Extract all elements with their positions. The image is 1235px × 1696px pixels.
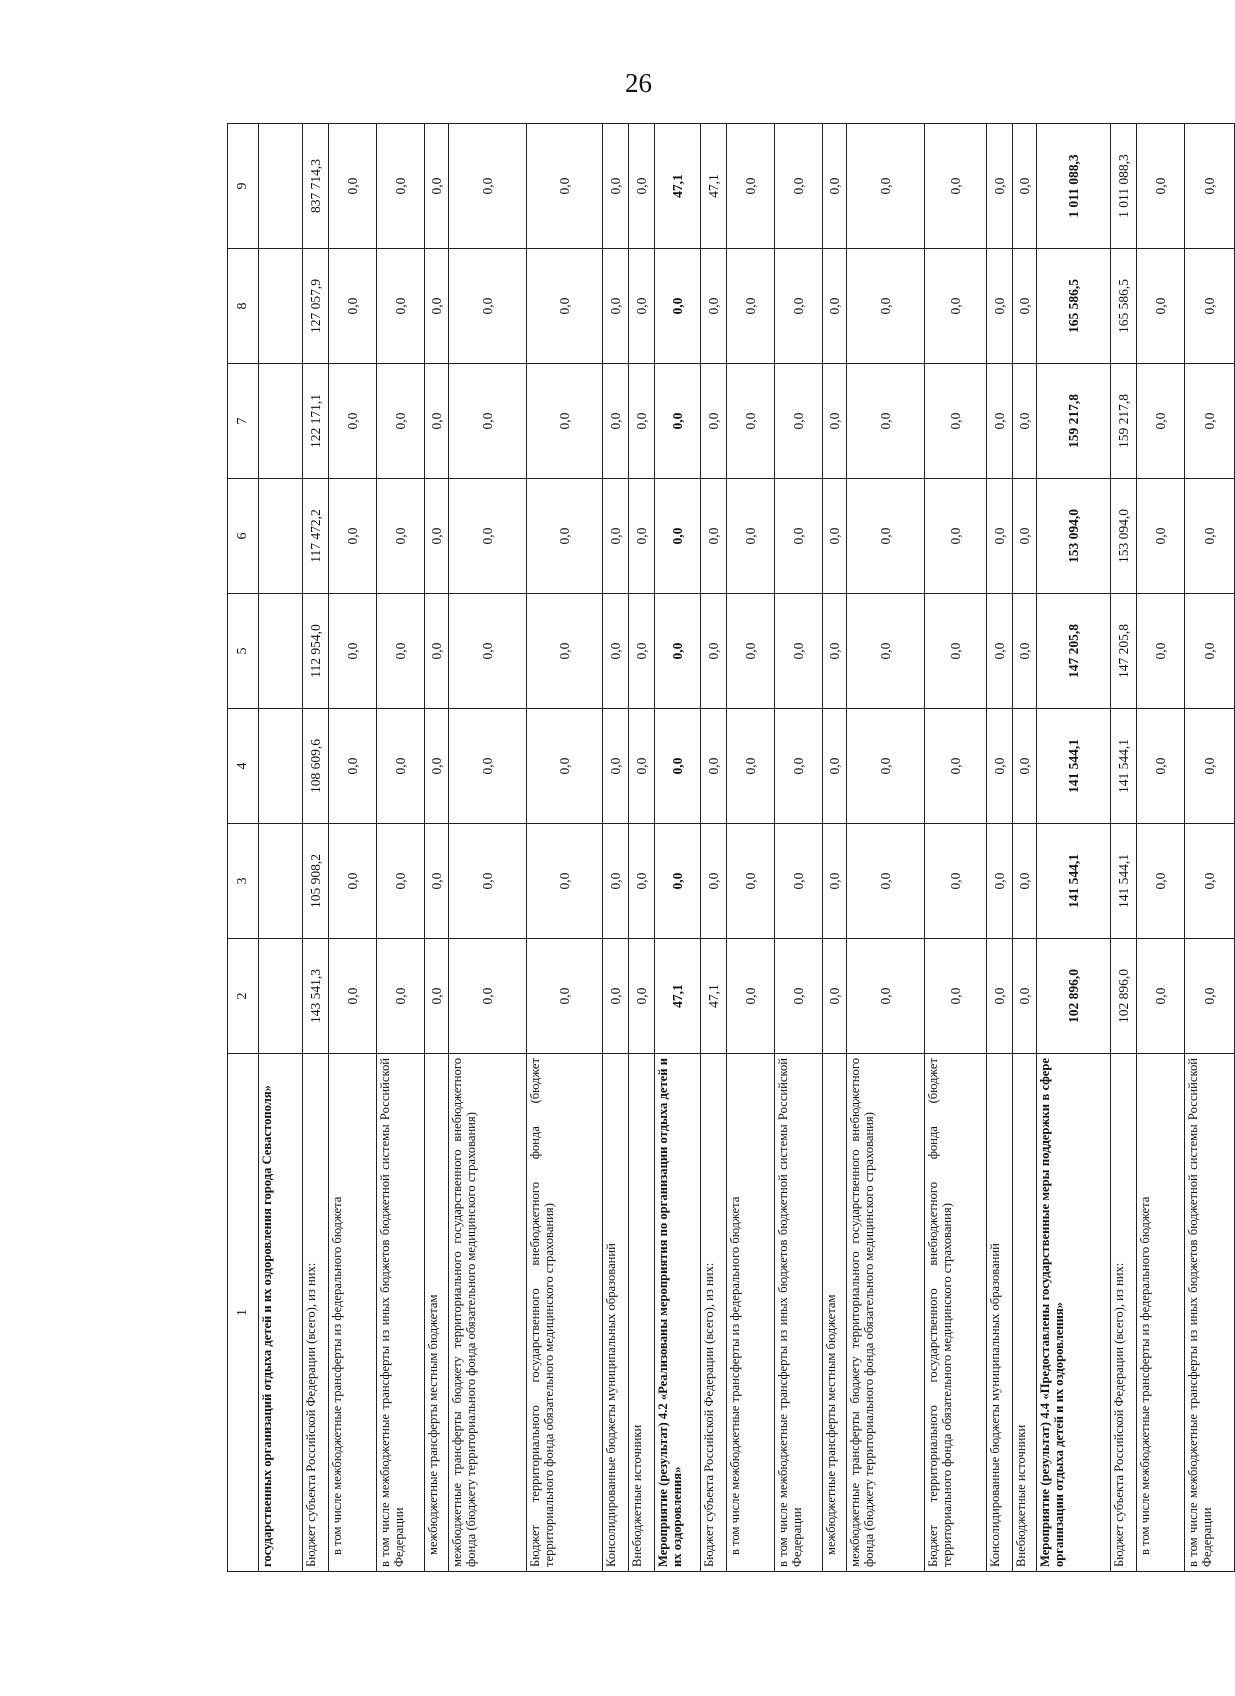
value-cell: 112 954,0 xyxy=(303,594,329,709)
value-cell: 108 609,6 xyxy=(303,709,329,824)
row-label: в том числе межбюджетные трансферты из федерального бюджета xyxy=(727,1054,775,1572)
value-cell: 0,0 xyxy=(1137,249,1185,364)
value-cell: 0,0 xyxy=(727,824,775,939)
value-cell: 0,0 xyxy=(449,709,527,824)
value-cell: 0,0 xyxy=(629,824,655,939)
value-cell: 0,0 xyxy=(527,364,603,479)
value-cell: 127 057,9 xyxy=(303,249,329,364)
value-cell: 0,0 xyxy=(925,824,987,939)
value-cell: 1 011 088,3 xyxy=(1037,124,1111,249)
value-cell: 0,0 xyxy=(603,709,629,824)
value-cell: 0,0 xyxy=(775,249,823,364)
value-cell: 0,0 xyxy=(329,939,377,1054)
value-cell: 0,0 xyxy=(847,709,925,824)
value-cell: 0,0 xyxy=(329,824,377,939)
row-label: в том числе межбюджетные трансферты из иных бюджетов бюджетной системы Российской Федерации xyxy=(1185,1054,1235,1572)
value-cell: 153 094,0 xyxy=(1037,479,1111,594)
row-label: межбюджетные трансферты бюджету территориального государственного внебюджетного фонда (бюджету территориального фонда обязательного медицинского страхования) xyxy=(847,1054,925,1572)
value-cell: 0,0 xyxy=(1137,594,1185,709)
value-cell: 0,0 xyxy=(425,364,449,479)
row-label: межбюджетные трансферты местным бюджетам xyxy=(823,1054,847,1572)
value-cell xyxy=(259,249,303,364)
header-cell: 5 xyxy=(228,594,259,709)
value-cell: 0,0 xyxy=(727,939,775,1054)
value-cell: 0,0 xyxy=(987,479,1013,594)
value-cell: 0,0 xyxy=(377,364,425,479)
value-cell: 0,0 xyxy=(655,479,701,594)
row-label: в том числе межбюджетные трансферты из иных бюджетов бюджетной системы Российской Федерации xyxy=(775,1054,823,1572)
header-cell: 2 xyxy=(228,939,259,1054)
row-label: Бюджет субъекта Российской Федерации (всего), из них: xyxy=(303,1054,329,1572)
value-cell: 0,0 xyxy=(727,124,775,249)
value-cell: 0,0 xyxy=(775,594,823,709)
value-cell: 0,0 xyxy=(775,939,823,1054)
table-row xyxy=(303,124,329,1572)
row-label: межбюджетные трансферты местным бюджетам xyxy=(425,1054,449,1572)
value-cell: 0,0 xyxy=(925,364,987,479)
value-cell: 0,0 xyxy=(425,249,449,364)
value-cell: 0,0 xyxy=(527,939,603,1054)
value-cell: 0,0 xyxy=(847,124,925,249)
header-cell: 4 xyxy=(228,709,259,824)
value-cell: 0,0 xyxy=(629,124,655,249)
table-row xyxy=(629,124,655,1572)
row-label: Бюджет территориального государственного внебюджетного фонда (бюджет территориального фонда обязательного медицинского страхования) xyxy=(925,1054,987,1572)
value-cell: 0,0 xyxy=(775,364,823,479)
value-cell: 0,0 xyxy=(727,594,775,709)
value-cell: 0,0 xyxy=(775,124,823,249)
value-cell: 0,0 xyxy=(425,124,449,249)
value-cell: 0,0 xyxy=(449,124,527,249)
table-row xyxy=(329,124,377,1572)
value-cell: 0,0 xyxy=(987,594,1013,709)
table-row xyxy=(449,124,527,1572)
value-cell: 0,0 xyxy=(629,364,655,479)
value-cell: 0,0 xyxy=(847,364,925,479)
value-cell: 0,0 xyxy=(603,479,629,594)
row-label: в том числе межбюджетные трансферты из федерального бюджета xyxy=(1137,1054,1185,1572)
table-row xyxy=(701,124,727,1572)
table-row xyxy=(1013,124,1037,1572)
value-cell: 141 544,1 xyxy=(1111,709,1137,824)
header-cell: 8 xyxy=(228,249,259,364)
row-label: Внебюджетные источники xyxy=(1013,1054,1037,1572)
budget-table xyxy=(227,123,1235,1572)
value-cell: 0,0 xyxy=(727,709,775,824)
value-cell: 143 541,3 xyxy=(303,939,329,1054)
value-cell: 0,0 xyxy=(329,249,377,364)
value-cell: 0,0 xyxy=(377,479,425,594)
value-cell: 0,0 xyxy=(1013,124,1037,249)
value-cell: 0,0 xyxy=(987,939,1013,1054)
value-cell: 0,0 xyxy=(701,249,727,364)
table-row xyxy=(1185,124,1235,1572)
value-cell: 0,0 xyxy=(987,709,1013,824)
value-cell: 165 586,5 xyxy=(1037,249,1111,364)
value-cell: 0,0 xyxy=(603,249,629,364)
value-cell: 0,0 xyxy=(1137,939,1185,1054)
table-row xyxy=(847,124,925,1572)
table-row xyxy=(727,124,775,1572)
value-cell: 0,0 xyxy=(377,824,425,939)
value-cell: 0,0 xyxy=(1137,124,1185,249)
value-cell: 47,1 xyxy=(701,939,727,1054)
value-cell: 0,0 xyxy=(425,709,449,824)
row-label: Консолидированные бюджеты муниципальных образований xyxy=(987,1054,1013,1572)
value-cell: 0,0 xyxy=(377,249,425,364)
value-cell: 0,0 xyxy=(1185,364,1235,479)
value-cell: 0,0 xyxy=(377,594,425,709)
value-cell: 0,0 xyxy=(701,824,727,939)
value-cell: 0,0 xyxy=(1185,824,1235,939)
value-cell: 147 205,8 xyxy=(1111,594,1137,709)
value-cell: 0,0 xyxy=(701,594,727,709)
table-row xyxy=(603,124,629,1572)
value-cell: 0,0 xyxy=(449,824,527,939)
value-cell: 0,0 xyxy=(1185,594,1235,709)
value-cell: 141 544,1 xyxy=(1111,824,1137,939)
value-cell: 0,0 xyxy=(449,594,527,709)
value-cell: 0,0 xyxy=(629,939,655,1054)
value-cell: 0,0 xyxy=(329,479,377,594)
header-row xyxy=(228,124,259,1572)
value-cell: 0,0 xyxy=(823,249,847,364)
value-cell: 0,0 xyxy=(925,249,987,364)
value-cell: 0,0 xyxy=(987,249,1013,364)
value-cell: 0,0 xyxy=(701,364,727,479)
value-cell: 0,0 xyxy=(987,124,1013,249)
row-label: Бюджет субъекта Российской Федерации (всего), из них: xyxy=(1111,1054,1137,1572)
value-cell: 0,0 xyxy=(987,824,1013,939)
value-cell: 0,0 xyxy=(823,709,847,824)
value-cell: 0,0 xyxy=(425,479,449,594)
row-label: в том числе межбюджетные трансферты из федерального бюджета xyxy=(329,1054,377,1572)
value-cell: 0,0 xyxy=(823,939,847,1054)
value-cell: 0,0 xyxy=(1185,124,1235,249)
value-cell xyxy=(259,939,303,1054)
value-cell: 0,0 xyxy=(1013,249,1037,364)
value-cell: 0,0 xyxy=(775,824,823,939)
value-cell: 0,0 xyxy=(701,479,727,594)
row-label: Мероприятие (результат) 4.2 «Реализованы мероприятия по организации отдыха детей и их оздоровления» xyxy=(655,1054,701,1572)
value-cell: 0,0 xyxy=(925,479,987,594)
value-cell: 0,0 xyxy=(847,249,925,364)
value-cell: 0,0 xyxy=(823,479,847,594)
value-cell: 0,0 xyxy=(1137,479,1185,594)
row-label: Внебюджетные источники xyxy=(629,1054,655,1572)
table-row xyxy=(425,124,449,1572)
value-cell: 0,0 xyxy=(775,709,823,824)
value-cell: 102 896,0 xyxy=(1111,939,1137,1054)
value-cell: 0,0 xyxy=(847,479,925,594)
value-cell: 0,0 xyxy=(925,939,987,1054)
value-cell: 0,0 xyxy=(1013,824,1037,939)
value-cell: 0,0 xyxy=(425,824,449,939)
page-number: 26 xyxy=(625,68,652,98)
value-cell: 0,0 xyxy=(701,709,727,824)
value-cell: 0,0 xyxy=(527,124,603,249)
value-cell: 0,0 xyxy=(847,594,925,709)
value-cell: 0,0 xyxy=(727,479,775,594)
value-cell: 47,1 xyxy=(655,939,701,1054)
table-row xyxy=(527,124,603,1572)
table-row xyxy=(377,124,425,1572)
value-cell: 0,0 xyxy=(655,364,701,479)
value-cell: 0,0 xyxy=(1013,364,1037,479)
row-label: в том числе межбюджетные трансферты из иных бюджетов бюджетной системы Российской Федерации xyxy=(377,1054,425,1572)
row-label: государственных организаций отдыха детей и их оздоровления города Севастополя» xyxy=(259,1054,303,1572)
value-cell: 0,0 xyxy=(1013,939,1037,1054)
value-cell: 105 908,2 xyxy=(303,824,329,939)
row-label: Мероприятие (результат) 4.4 «Предоставлены государственные меры поддержки в сфере организации отдыха детей и их оздоровления» xyxy=(1037,1054,1111,1572)
table-row xyxy=(775,124,823,1572)
header-cell: 6 xyxy=(228,479,259,594)
value-cell: 47,1 xyxy=(655,124,701,249)
value-cell: 0,0 xyxy=(1185,939,1235,1054)
value-cell: 47,1 xyxy=(701,124,727,249)
value-cell: 0,0 xyxy=(1137,709,1185,824)
row-label: Консолидированные бюджеты муниципальных образований xyxy=(603,1054,629,1572)
table-body xyxy=(259,124,1235,1572)
value-cell: 0,0 xyxy=(603,594,629,709)
table-row xyxy=(655,124,701,1572)
value-cell: 0,0 xyxy=(1137,364,1185,479)
value-cell: 0,0 xyxy=(847,824,925,939)
value-cell: 0,0 xyxy=(527,594,603,709)
value-cell: 837 714,3 xyxy=(303,124,329,249)
value-cell: 0,0 xyxy=(329,364,377,479)
table-row xyxy=(823,124,847,1572)
value-cell: 0,0 xyxy=(1185,249,1235,364)
value-cell: 0,0 xyxy=(823,364,847,479)
value-cell: 0,0 xyxy=(603,124,629,249)
value-cell xyxy=(259,709,303,824)
value-cell: 0,0 xyxy=(655,824,701,939)
value-cell: 0,0 xyxy=(449,939,527,1054)
rotated-table-container xyxy=(227,124,1217,1572)
value-cell: 0,0 xyxy=(377,709,425,824)
value-cell: 0,0 xyxy=(329,124,377,249)
value-cell: 0,0 xyxy=(629,479,655,594)
value-cell: 117 472,2 xyxy=(303,479,329,594)
table-area xyxy=(227,124,1217,1572)
value-cell: 0,0 xyxy=(527,479,603,594)
table-row xyxy=(259,124,303,1572)
value-cell: 0,0 xyxy=(727,364,775,479)
value-cell: 102 896,0 xyxy=(1037,939,1111,1054)
value-cell: 0,0 xyxy=(449,364,527,479)
value-cell: 0,0 xyxy=(527,824,603,939)
value-cell: 0,0 xyxy=(1185,479,1235,594)
value-cell: 0,0 xyxy=(377,939,425,1054)
value-cell: 0,0 xyxy=(775,479,823,594)
row-label: межбюджетные трансферты бюджету территориального государственного внебюджетного фонда (бюджету территориального фонда обязательного медицинского страхования) xyxy=(449,1054,527,1572)
value-cell: 0,0 xyxy=(1013,709,1037,824)
value-cell: 153 094,0 xyxy=(1111,479,1137,594)
table-row xyxy=(1111,124,1137,1572)
value-cell: 0,0 xyxy=(1137,824,1185,939)
value-cell: 0,0 xyxy=(1013,594,1037,709)
value-cell: 0,0 xyxy=(1013,479,1037,594)
row-label: Бюджет территориального государственного внебюджетного фонда (бюджет территориального фонда обязательного медицинского страхования) xyxy=(527,1054,603,1572)
value-cell: 0,0 xyxy=(329,709,377,824)
header-cell: 3 xyxy=(228,824,259,939)
value-cell xyxy=(259,124,303,249)
value-cell xyxy=(259,479,303,594)
value-cell: 0,0 xyxy=(603,939,629,1054)
value-cell: 0,0 xyxy=(425,594,449,709)
value-cell: 141 544,1 xyxy=(1037,824,1111,939)
value-cell: 0,0 xyxy=(449,249,527,364)
value-cell: 1 011 088,3 xyxy=(1111,124,1137,249)
value-cell: 0,0 xyxy=(449,479,527,594)
value-cell: 0,0 xyxy=(925,709,987,824)
value-cell: 0,0 xyxy=(925,124,987,249)
value-cell: 165 586,5 xyxy=(1111,249,1137,364)
value-cell: 0,0 xyxy=(925,594,987,709)
table-row xyxy=(1137,124,1185,1572)
header-cell: 9 xyxy=(228,124,259,249)
value-cell: 0,0 xyxy=(1185,709,1235,824)
value-cell: 147 205,8 xyxy=(1037,594,1111,709)
value-cell: 122 171,1 xyxy=(303,364,329,479)
value-cell: 0,0 xyxy=(655,709,701,824)
value-cell: 0,0 xyxy=(823,124,847,249)
value-cell: 0,0 xyxy=(629,249,655,364)
value-cell: 159 217,8 xyxy=(1037,364,1111,479)
value-cell: 0,0 xyxy=(987,364,1013,479)
value-cell: 0,0 xyxy=(603,824,629,939)
value-cell: 0,0 xyxy=(629,594,655,709)
value-cell: 0,0 xyxy=(527,249,603,364)
table-row xyxy=(1037,124,1111,1572)
value-cell: 141 544,1 xyxy=(1037,709,1111,824)
value-cell: 159 217,8 xyxy=(1111,364,1137,479)
value-cell: 0,0 xyxy=(823,594,847,709)
header-cell: 1 xyxy=(228,1054,259,1572)
table-row xyxy=(987,124,1013,1572)
value-cell: 0,0 xyxy=(377,124,425,249)
value-cell: 0,0 xyxy=(655,249,701,364)
value-cell: 0,0 xyxy=(727,249,775,364)
value-cell xyxy=(259,364,303,479)
value-cell: 0,0 xyxy=(603,364,629,479)
table-row xyxy=(925,124,987,1572)
header-cell: 7 xyxy=(228,364,259,479)
value-cell: 0,0 xyxy=(425,939,449,1054)
value-cell: 0,0 xyxy=(823,824,847,939)
value-cell: 0,0 xyxy=(655,594,701,709)
value-cell: 0,0 xyxy=(629,709,655,824)
value-cell: 0,0 xyxy=(329,594,377,709)
value-cell: 0,0 xyxy=(847,939,925,1054)
row-label: Бюджет субъекта Российской Федерации (всего), из них: xyxy=(701,1054,727,1572)
value-cell: 0,0 xyxy=(527,709,603,824)
value-cell xyxy=(259,824,303,939)
value-cell xyxy=(259,594,303,709)
